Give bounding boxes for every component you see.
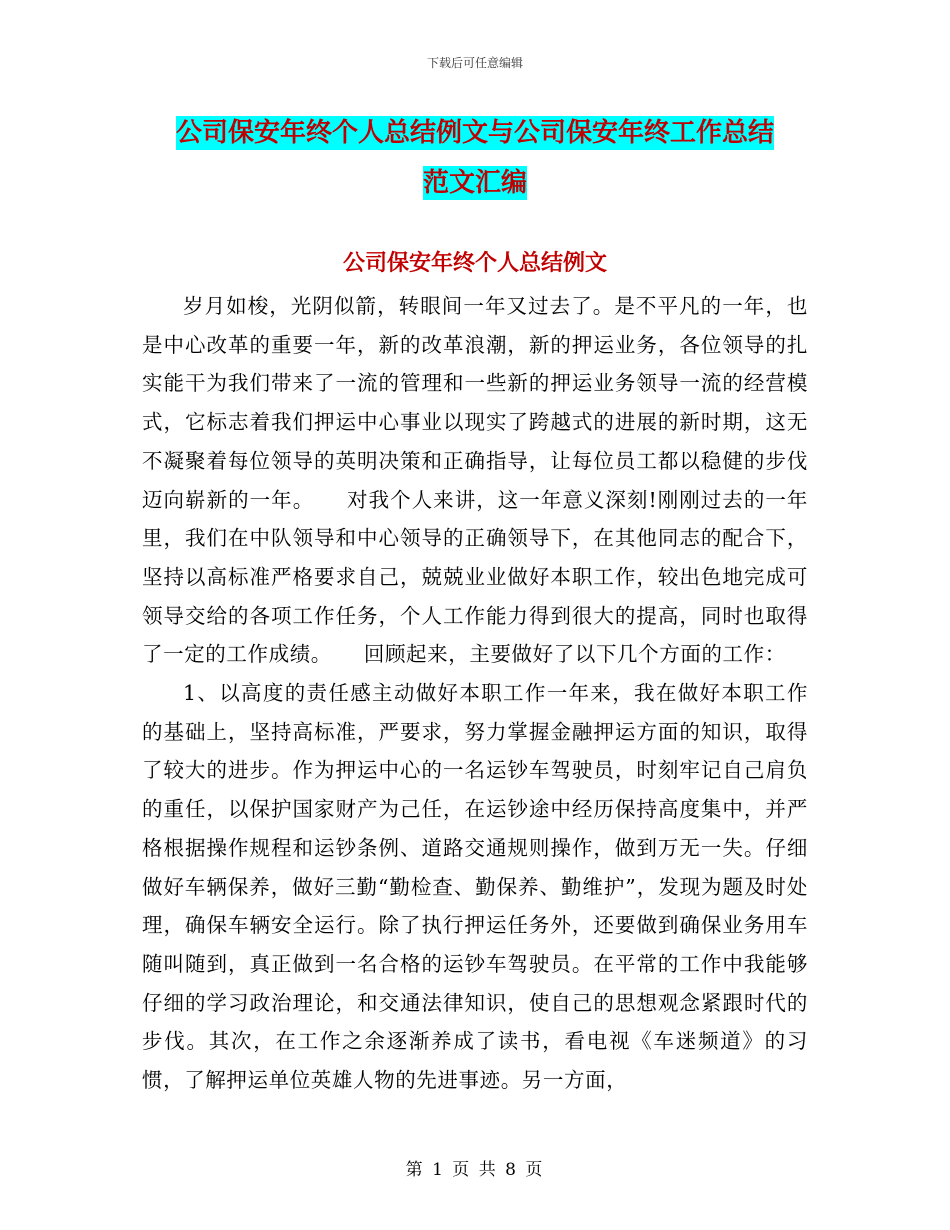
title-line-2: 范文汇编: [422, 168, 527, 198]
title-line-1: 公司保安年终个人总结例文与公司保安年终工作总结: [175, 118, 774, 148]
paragraph-1: 岁月如梭，光阴似箭，转眼间一年又过去了。是不平凡的一年，也是中心改革的重要一年，新的改革浪潮，新的押运业务，各位领导的扎实能干为我们带来了一流的管理和一些新的押运业务领导一流的经营模式，它标志着我们押运中心事业以现实了跨越式的进展的新时期，这无不凝聚着每位领导的英明决策和正确指导，让每位员工都以稳健的步伐迈向崭新的一年。 对我个人来讲，这一年意义深刻!刚刚过去的一年里，我们在中队领导和中心领导的正确领导下，在其他同志的配合下，坚持以高标准严格要求自己，兢兢业业做好本职工作，较出色地完成可领导交给的各项工作任务，个人工作能力得到很大的提高，同时也取得了一定的工作成绩。 回顾起来，主要做好了以下几个方面的工作：: [142, 294, 808, 667]
page-footer: 第 1 页 共 8 页: [405, 1160, 545, 1180]
paragraph-2: 1、以高度的责任感主动做好本职工作一年来，我在做好本职工作的基础上，坚持高标准，严要求，努力掌握金融押运方面的知识，取得了较大的进步。作为押运中心的一名运钞车驾驶员，时刻牢记自己肩负的重任，以保护国家财产为己任，在运钞途中经历保持高度集中，并严格根据操作规程和运钞条例、道路交通规则操作，做到万无一失。仔细做好车辆保养，做好三勤“勤检查、勤保养、勤维护”，发现为题及时处理，确保车辆安全运行。除了执行押运任务外，还要做到确保业务用车随叫随到，真正做到一名合格的运钞车驾驶员。在平常的工作中我能够仔细的学习政治理论，和交通法律知识，使自己的思想观念紧跟时代的步伐。其次，在工作之余逐渐养成了读书，看电视《车迷频道》的习惯，了解押运单位英雄人物的先进事迹。另一方面，: [142, 681, 808, 1093]
header-note: 下载后可任意编辑: [426, 56, 523, 70]
document-title: [0, 108, 950, 208]
body-text: [142, 287, 808, 1100]
section-title: 公司保安年终个人总结例文: [342, 251, 607, 276]
